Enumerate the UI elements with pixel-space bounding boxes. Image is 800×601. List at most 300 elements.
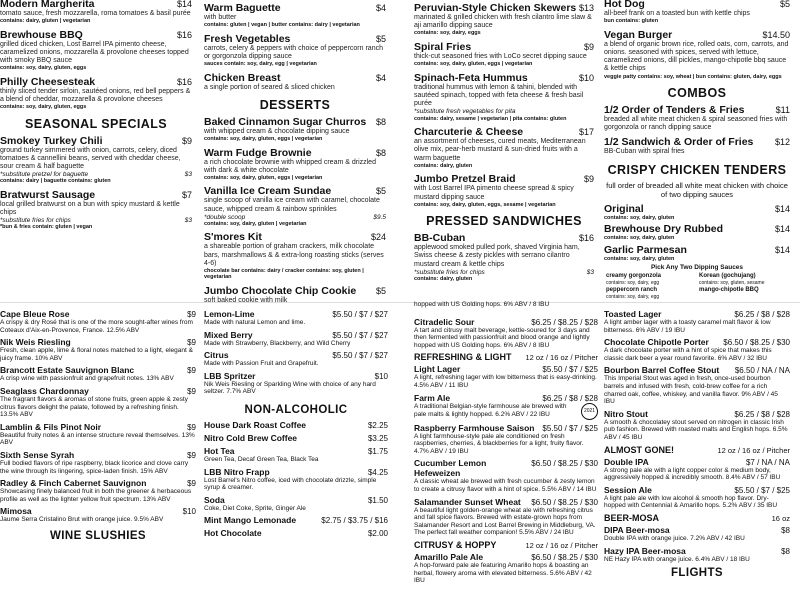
drink-name: House Dark Roast Coffee — [204, 419, 307, 430]
item-description: thinly sliced tender sirloin, sautéed onions, red bell peppers & a blend of cheddar, mozzarella & provolone cheeses — [0, 87, 191, 104]
drink-item — [0, 422, 196, 447]
drink-price: $5.50 / $7 / $25 — [542, 365, 598, 375]
item-name: Hot Dog — [604, 0, 645, 10]
item-allergens: contains: dairy, gluten — [414, 162, 473, 169]
item-price: $14.50 — [762, 29, 790, 40]
drink-description: A light pale ale with low alcohol & smooth hop flavor. Dry-hopped with Centennial & Amarillo hops. 5.2% ABV / 35 IBU — [604, 494, 778, 510]
item-price: $8 — [375, 147, 386, 158]
item-substitute: *substitute pretzel for baguette — [0, 171, 89, 179]
drink-price: $9 — [187, 479, 196, 489]
drink-item — [414, 497, 598, 537]
drink-name: Session Ale — [604, 484, 652, 495]
dipping-sauce — [604, 287, 697, 301]
drink-description: A light farmhouse-style pale ale conditioned on fresh raspberries, cherries, & blackberries for a light, fruity flavor. 4.7% ABV / 19 IBU — [414, 432, 584, 455]
item-price: $12 — [774, 137, 790, 148]
item-price: $9 — [583, 174, 594, 185]
item-allergens: chocolate bar contains: dairy / cracker contains: soy, gluten | vegetarian — [204, 267, 364, 281]
menu-item — [414, 2, 594, 37]
drink-item — [204, 467, 388, 492]
item-description: ground turkey simmered with onion, carrots, celery, diced tomatoes & cannellini beans, served with cheddar cheese, sour cream & half baguette — [0, 146, 181, 171]
item-name: Warm Baguette — [204, 2, 281, 14]
drink-description: Made with natural Lemon and lime. — [204, 319, 306, 326]
drink-name: Citrus — [204, 350, 229, 361]
section-subtitle-tenders: full order of breaded all white meat chicken with choice of two dipping sauces — [606, 180, 788, 199]
drink-name: Double IPA — [604, 456, 649, 467]
drinks-menu-page — [0, 302, 800, 600]
item-name: Smokey Turkey Chili — [0, 134, 103, 147]
item-name: Warm Fudge Brownie — [204, 146, 312, 159]
item-substitute: *substitute fries for chips — [0, 217, 71, 225]
item-allergens: contains: soy, dairy, eggs — [414, 30, 481, 37]
item-name: Spiral Fries — [414, 40, 472, 53]
food-column-4 — [604, 0, 790, 300]
item-price: $5 — [375, 33, 386, 44]
drink-price: $10 — [374, 371, 388, 381]
drink-price: $3.25 — [367, 433, 388, 443]
menu-item — [204, 231, 386, 281]
drink-name: Light Lager — [414, 364, 461, 375]
drink-name: Amarillo Pale Ale — [414, 551, 484, 562]
item-description: breaded all white meat chicken & spiral seasoned fries with gorgonzola or ranch dipping sauce — [604, 116, 788, 132]
drink-price: $6.25 / $8.25 / $28 — [531, 317, 598, 327]
drink-item — [0, 309, 196, 334]
menu-item — [604, 29, 790, 80]
drink-name: Nik Weis Riesling — [0, 337, 71, 348]
drink-item — [604, 365, 790, 405]
item-allergens: contains: soy, dairy, gluten, eggs | vegetarian — [204, 136, 323, 143]
menu-item — [0, 189, 192, 231]
item-allergens: contains: gluten | vegan | butter contains: dairy | vegetarian — [204, 22, 360, 29]
drink-description: A crispy & dry Rosé that is one of the more sought-after wines from Coteaux d'Aix-en-Provence, France. 12.5% ABV — [0, 319, 193, 334]
drink-name: Toasted Lager — [604, 309, 662, 319]
drink-item — [204, 495, 388, 513]
drink-price: $8 — [781, 525, 790, 535]
drink-name: Nitro Cold Brew Coffee — [204, 432, 298, 443]
drink-description: A traditional Belgian-style farmhouse ale brewed with pale malts & lightly hopped. 6.2% ABV / 22 IBU — [414, 403, 567, 419]
drink-name: Citradelic Sour — [414, 316, 475, 327]
drink-description: Nik Weis Riesling or Sparkling Wine with choice of any hard seltzer. 7.7% ABV — [204, 380, 376, 396]
item-price: $4 — [375, 3, 386, 13]
drink-item — [604, 337, 790, 362]
drink-price: $5.50 / $7 / $27 — [332, 330, 388, 340]
item-price: $4 — [375, 72, 386, 83]
section-title-pressed-sandwiches: PRESSED SANDWICHES — [426, 214, 582, 229]
food-column-3 — [414, 0, 594, 300]
drink-price: $9 — [187, 366, 196, 376]
item-description: applewood smoked pulled pork, shaved Virginia ham, Swiss cheese & zesty pickles with serrano cilantro mustard cream & kettle chips — [414, 244, 580, 268]
item-description: with butter — [204, 14, 237, 21]
drink-name: Lemon-Lime — [204, 309, 255, 319]
drink-price: $9 — [187, 450, 196, 460]
sauce-name: Korean (gochujang) — [699, 273, 756, 280]
food-column-2 — [204, 0, 386, 304]
dipping-sauce — [697, 287, 790, 301]
drink-description-continued: hopped with US Golding hops. 6% ABV / 8 IBU — [414, 301, 550, 308]
item-allergens: bun contains: gluten — [604, 18, 659, 25]
drink-description: Beautiful fruity notes & an intense structure reveal themselves. 13% ABV — [0, 431, 195, 447]
drink-name: Hot Tea — [204, 445, 235, 456]
drink-price: $5.50 / $7 / $27 — [332, 351, 388, 361]
drinks-column-4 — [604, 303, 790, 601]
drink-name: Chocolate Chipotle Porter — [604, 337, 709, 348]
drink-item — [0, 386, 196, 419]
drink-price: $5.50 / $7 / $25 — [734, 485, 790, 495]
drink-item — [604, 525, 790, 543]
item-allergens: contains: dairy, gluten — [414, 275, 473, 282]
drink-price: $5.50 / $7 / $25 — [542, 423, 598, 433]
drink-name: Mixed Berry — [204, 329, 253, 340]
drink-description: Jaume Serra Cristalino Brut with orange juice. 9.5% ABV — [0, 516, 164, 524]
item-allergens: contains: soy, dairy, gluten, eggs — [0, 104, 87, 111]
award-seal-icon: 2021 — [581, 403, 598, 420]
section-title-flights: FLIGHTS — [671, 567, 723, 580]
drink-item — [414, 423, 598, 456]
drink-price: $6.50 / $8.25 / $30 — [531, 552, 598, 562]
item-price: $10 — [578, 72, 594, 83]
drink-name: Bourbon Barrel Coffee Stout — [604, 365, 720, 376]
section-header-beermosa — [604, 513, 790, 523]
drink-description: A light, refreshing lager with low bitterness that is easy-drinking. 4.5% ABV / 11 IBU — [414, 374, 597, 389]
item-name: Philly Cheesesteak — [0, 75, 96, 88]
sauce-name: mango-chipotle BBQ — [699, 287, 759, 294]
drink-item — [0, 478, 196, 503]
drink-description: A strong pale ale with a light copper color & medium body, aggressively hopped & incredibly smooth. 8.4% ABV / 57 IBU — [604, 466, 781, 482]
menu-item — [204, 33, 386, 68]
size-columns: 12 oz / 16 oz / Pitcher — [525, 353, 598, 363]
drink-name: Hazy IPA Beer-mosa — [604, 545, 686, 556]
drink-price: $2.75 / $3.75 / $16 — [321, 516, 388, 526]
drink-name: Raspberry Farmhouse Saison — [414, 422, 535, 433]
item-name: Jumbo Chocolate Chip Cookie — [204, 284, 357, 297]
drink-description: Green Tea, Decaf Green Tea, Black Tea — [204, 455, 319, 463]
item-substitute-price: $9.5 — [373, 213, 386, 221]
drink-name: Hot Chocolate — [204, 528, 262, 539]
drink-price: $9 — [187, 422, 196, 432]
drink-item — [0, 337, 196, 362]
item-name: Garlic Parmesan — [604, 243, 687, 256]
item-description: carrots, celery & peppers with choice of peppercorn ranch or gorgonzola dipping sauce — [204, 44, 383, 60]
drink-item — [414, 393, 598, 420]
drink-name: Brancott Estate Sauvignon Blanc — [0, 365, 135, 376]
drink-price: $6.50 / $8.25 / $30 — [723, 338, 790, 348]
item-allergens: contains: dairy, sesame | vegetarian | pita contains: gluten — [414, 115, 567, 122]
drink-price: $1.50 — [367, 495, 388, 505]
drink-description: Double IPA with orange juice. 7.2% ABV / 42 IBU — [604, 534, 745, 542]
item-description: with Lost Barrel IPA pimento cheese spread & spicy mustard dipping sauce — [414, 185, 574, 201]
item-price: $17 — [578, 127, 594, 138]
drink-price: $6.50 / $8.25 / $30 — [531, 459, 598, 469]
drink-description: Fresh, clean apple, lime & floral notes matched to a light, elegant & juicy frame. 10% ABV — [0, 347, 193, 362]
menu-item — [414, 232, 594, 282]
item-allergens: *bun & fries contain: gluten | vegan — [0, 224, 93, 231]
item-name: S'mores Kit — [204, 231, 262, 244]
item-price: $5 — [779, 0, 790, 9]
drink-price: $9 — [187, 338, 196, 348]
item-allergens: contains: soy, dairy, gluten — [604, 214, 675, 221]
sauce-allergens: contains: soy, dairy, egg — [606, 294, 660, 301]
section-title-desserts: DESSERTS — [259, 97, 331, 112]
drink-item — [204, 309, 388, 327]
drink-item — [604, 309, 790, 334]
item-description: with whipped cream & chocolate dipping sauce — [204, 127, 350, 135]
item-allergens: contains: soy, dairy, gluten, eggs | vegetarian — [204, 174, 323, 181]
item-price: $7 — [181, 189, 192, 200]
item-price: $14 — [774, 244, 790, 255]
drink-item — [204, 420, 388, 430]
item-allergens: contains: soy, dairy, gluten, eggs, sesame | vegetarian — [414, 201, 556, 208]
menu-item — [204, 116, 386, 143]
item-substitute: *substitute fries for chips — [414, 268, 485, 276]
drink-price: $9 — [187, 386, 196, 396]
drink-description: Showcasing finely balanced fruit in both the greener & herbaceous profile as well as the lighter yellow fruit spectrum. 13% ABV — [0, 488, 192, 503]
item-description: BB-Cuban with spiral fries — [604, 148, 685, 156]
item-name: Bratwurst Sausage — [0, 188, 96, 201]
drink-price: $6.25 / $8 / $28 — [734, 409, 790, 419]
item-name: Chicken Breast — [204, 71, 281, 84]
item-name: 1/2 Sandwich & Order of Fries — [604, 136, 754, 149]
item-description: a shareable portion of graham crackers, milk chocolate bars, marshmallows & & extra-long roasting sticks (serves 4-6) — [204, 243, 384, 267]
drink-description: A classic wheat ale brewed with fresh cucumber & zesty lemon to create a citrusy flavor with a hint of spice. 5.5% ABV / 14 IBU — [414, 478, 597, 493]
drink-item — [0, 365, 196, 383]
drink-item — [204, 446, 388, 464]
menu-item — [204, 147, 386, 182]
menu-item — [204, 185, 386, 227]
drink-item — [204, 433, 388, 443]
item-name: Spinach-Feta Hummus — [414, 71, 528, 84]
item-description: a blend of organic brown rice, rolled oats, corn, carrots, and onions. seasoned with spices, served with lettuce, caramelized onions, dill pickles, mango-chipotle bbq sauce & kettle chips — [604, 40, 789, 73]
drink-price: $6.50 / $8.25 / $30 — [531, 497, 598, 507]
section-header-citrusy — [414, 540, 598, 550]
drink-name: Seaglass Chardonnay — [0, 385, 89, 396]
drink-name: DIPA Beer-mosa — [604, 524, 670, 535]
drink-item — [0, 450, 196, 475]
item-price: $16 — [176, 76, 192, 87]
item-description: traditional hummus with lemon & tahini, blended with sautéed spinach, topped with feta cheese & fresh basil purée — [414, 83, 584, 108]
item-allergens: contains: soy, dairy, gluten — [604, 235, 675, 242]
section-title-citrusy: CITRUSY & HOPPY — [414, 539, 497, 550]
item-allergens: contains: soy, dairy, gluten, eggs — [0, 65, 87, 72]
item-name: Vanilla Ice Cream Sundae — [204, 185, 332, 198]
drink-description: Full bodied flavors of ripe raspberry, black licorice and clove carry the wine through its lingering, spice-laden finish. 15% ABV — [0, 459, 189, 475]
item-name: Peruvian-Style Chicken Skewers — [414, 2, 577, 14]
sauce-name: peppercorn ranch — [606, 287, 658, 294]
item-description: all-beef frank on a toasted bun with kettle chips — [604, 10, 750, 17]
item-description: thick-cut seasoned fries with LoCo secret dipping sauce — [414, 52, 587, 60]
section-title-beermosa: BEER-MOSA — [604, 512, 660, 523]
item-name: Jumbo Pretzel Braid — [414, 173, 516, 186]
drink-name: Mint Mango Lemonade — [204, 515, 297, 526]
menu-item — [204, 2, 386, 29]
drink-item — [604, 457, 790, 482]
drink-item — [204, 515, 388, 525]
drink-item — [604, 485, 790, 510]
drink-name: Nitro Stout — [604, 408, 648, 419]
item-description: grilled diced chicken, Lost Barrel IPA pimento cheese, caramelized onions, mozzarella & provolone cheeses topped with smoky BBQ sauce — [0, 40, 189, 65]
item-name: Vegan Burger — [604, 28, 673, 41]
drink-price: $6.50 / NA / NA — [734, 366, 790, 376]
drink-price: $2.25 — [367, 420, 388, 430]
drink-name: Soda — [204, 494, 225, 505]
drink-name: Salamander Sunset Wheat — [414, 496, 521, 507]
food-column-1 — [0, 0, 192, 300]
drink-description: A light amber lager with a toasty caramel malt flavor & low bitterness. 6% ABV / 19 IBU — [604, 319, 771, 334]
drink-name: Mimosa — [0, 506, 32, 517]
item-substitute-price: $3 — [586, 268, 594, 276]
drinks-column-2 — [204, 303, 388, 601]
item-name: Brewhouse BBQ — [0, 28, 83, 41]
item-name: Baked Cinnamon Sugar Churros — [204, 115, 367, 128]
drink-item — [204, 371, 388, 396]
item-description: local grilled bratwurst on a bun with spicy mustard & kettle chips — [0, 200, 180, 217]
sauce-allergens: contains: soy, gluten, sesame — [699, 280, 765, 287]
dipping-sauces-title: Pick Any Two Dipping Sauces — [650, 264, 744, 272]
section-title-almost-gone: ALMOST GONE! — [604, 444, 674, 455]
drink-price: $2.00 — [367, 529, 388, 539]
dipping-sauce — [604, 273, 697, 287]
item-price: $13 — [578, 3, 594, 13]
menu-item — [604, 136, 790, 156]
menu-item — [604, 203, 790, 222]
drink-name: Sixth Sense Syrah — [0, 449, 75, 460]
drink-item — [414, 552, 598, 585]
sauce-allergens: contains: soy, dairy, egg — [606, 280, 660, 287]
section-title-non-alcoholic: NON-ALCOHOLIC — [244, 403, 348, 416]
drink-description: Made with Strawberry, Blackberry, and Wild Cherry — [204, 339, 351, 347]
item-name: Fresh Vegetables — [204, 32, 291, 45]
drink-name: LBB Spritzer — [204, 370, 256, 381]
menu-item — [414, 173, 594, 208]
drink-description: This Imperial Stout was aged in fresh, once-used bourbon barrels and infused with fresh, cold-brew coffee for a rich charred oak, coffee, whiskey, and vanilla flavor. 9% ABV / 45 IBU — [604, 375, 778, 406]
drink-name: Lamblin & Fils Pinot Noir — [0, 421, 102, 432]
item-description: tomato sauce, fresh mozzarella, roma tomatoes & basil purée — [0, 10, 191, 17]
menu-item — [414, 126, 594, 169]
drink-description: The fragrant flavors & aromas of stone fruits, green apple & zesty citrus flavors delight the palate, followed by a refreshing finish. 13.5% ABV — [0, 395, 188, 419]
size-columns: 12 oz / 16 oz / Pitcher — [717, 445, 790, 455]
item-name: 1/2 Order of Tenders & Fries — [604, 104, 745, 117]
item-name: Charcuterie & Cheese — [414, 126, 524, 139]
item-substitute: *double scoop — [204, 213, 246, 221]
item-description: marinated & grilled chicken with fresh cilantro lime slaw & aji amarillo dipping sauce — [414, 14, 592, 30]
menu-item — [604, 104, 790, 132]
item-description: a rich chocolate brownie with whipped cream & drizzled with dark & white chocolate — [204, 158, 376, 174]
item-allergens: veggie patty contains: soy, wheat | bun contains: gluten, dairy, eggs — [604, 73, 782, 80]
item-price: $11 — [775, 105, 790, 116]
drink-item — [0, 506, 196, 524]
drink-description: A dark chocolate porter with a hint of spice that makes this classic dark beer a year round favorite. 6% ABV / 32 IBU — [604, 347, 772, 362]
drink-description: A tart and citrusy malt beverage, kettle-soured for 3 days and then fermented with passionfruit and blood orange and lightly hopped with US Golding hops. 6% ABV / 8 IBU — [414, 326, 590, 349]
drink-name: Radley & Finch Cabernet Sauvignon — [0, 478, 147, 489]
menu-item — [604, 223, 790, 242]
item-price: $24 — [370, 232, 386, 243]
section-header-almost-gone — [604, 445, 790, 455]
drink-description: A hop-forward pale ale featuring Amarillo hops & boasting an herbal, flowery aroma with elevated bitterness. 5.6% ABV / 42 IBU — [414, 561, 592, 585]
section-title-tenders: CRISPY CHICKEN TENDERS — [607, 162, 787, 177]
drinks-column-3 — [414, 303, 598, 601]
item-name: BB-Cuban — [414, 232, 466, 245]
drink-price: $5.50 / $7 / $27 — [332, 310, 388, 319]
item-price: $9 — [583, 41, 594, 52]
menu-item — [414, 41, 594, 68]
item-price: $14 — [774, 224, 790, 235]
item-allergens: contains: soy, dairy, gluten — [604, 255, 675, 262]
item-price: $14 — [176, 0, 192, 9]
item-price: $9 — [181, 135, 192, 146]
section-title-wine-slushies: WINE SLUSHIES — [50, 529, 146, 542]
item-allergens: contains: dairy, gluten | vegetarian — [0, 18, 91, 25]
drink-price: $7 / NA / NA — [745, 457, 790, 467]
drink-price: $10 — [182, 507, 196, 517]
item-price: $8 — [375, 116, 386, 127]
drink-item — [204, 528, 388, 538]
drink-name: Farm Ale — [414, 392, 451, 403]
drinks-column-1 — [0, 303, 196, 601]
item-allergens: contains: dairy | baguette contains: gluten — [0, 178, 111, 185]
size-columns: 16 oz — [771, 513, 790, 523]
drink-item — [414, 364, 598, 389]
menu-item — [414, 72, 594, 123]
drink-price: $8 — [781, 546, 790, 556]
item-allergens: contains: soy, dairy, gluten | vegetarian — [204, 220, 307, 227]
drink-item — [204, 330, 388, 348]
item-description: an assortment of cheeses, cured meats, Mediterranean olive mix, pear-herb mustard & sun-dried fruits with a warm baguette — [414, 138, 586, 162]
drink-description: Lost Barrel's Nitro coffee, iced with chocolate drizzle, simple syrup & creamer. — [204, 476, 377, 492]
menu-item — [0, 135, 192, 185]
drink-description: Made with Passion Fruit and Grapefruit. — [204, 360, 319, 368]
item-price: $16 — [578, 233, 594, 244]
drink-price: $6.25 / $8 / $28 — [734, 310, 790, 319]
drink-name: LBB Nitro Frapp — [204, 466, 270, 477]
item-substitute-price: $3 — [184, 171, 192, 179]
drink-description: A crisp wine with passionfruit and grapefruit notes. 13% ABV — [0, 375, 174, 383]
item-description: single scoop of vanilla ice cream with caramel, chocolate sauce, whipped cream & rainbow sprinkles — [204, 197, 380, 213]
item-allergens: sauces contain: soy, dairy, egg | vegetarian — [204, 61, 317, 68]
drink-description: A beautiful light golden-orange wheat ale with refreshing citrus and fall spice flavors. Brewed with estate-grown hops from Salamander Resort and Lost Barrel Brewing in Middleburg, VA. The perfect fall weather companion! 5.5% ABV / 24 IBU — [414, 506, 596, 537]
item-price: $5 — [375, 186, 386, 197]
menu-item — [0, 76, 192, 111]
menu-item — [0, 29, 192, 72]
size-columns: 12 oz / 16 oz / Pitcher — [525, 540, 598, 550]
drink-description: NE Hazy IPA with orange juice. 6.4% ABV / 18 IBU — [604, 555, 750, 563]
drink-price: $9 — [187, 310, 196, 319]
sauce-name: creamy gorgonzola — [606, 273, 662, 280]
drink-price: $4.25 — [367, 467, 388, 477]
item-name: Brewhouse Dry Rubbed — [604, 223, 724, 236]
item-allergens: contains: soy, dairy, gluten, eggs | vegetarian — [414, 61, 533, 68]
menu-item — [604, 0, 790, 25]
drink-price: $6.25 / $8 / $28 — [542, 393, 598, 403]
dipping-sauces-list — [604, 273, 790, 301]
item-description: a single portion of seared & sliced chicken — [204, 83, 335, 91]
item-name: Original — [604, 202, 644, 215]
drink-name: Cucumber Lemon Hefeweizen — [414, 458, 487, 479]
item-substitute-price: $3 — [184, 217, 192, 225]
drink-description: A smooth & chocolatey stout served on nitrogen in classic Irish pub fashion. Brewed with roasted malts and English hops. 6.5% ABV / 45 IBU — [604, 418, 788, 441]
drink-description: Coke, Diet Coke, Sprite, Ginger Ale — [204, 504, 306, 512]
section-title-refreshing: REFRESHING & LIGHT — [414, 352, 512, 363]
drink-item — [204, 350, 388, 368]
section-title-seasonal: SEASONAL SPECIALS — [24, 116, 167, 131]
dipping-sauce — [697, 273, 790, 287]
item-substitute: *substitute fresh vegetables for pita — [414, 108, 516, 116]
drink-item — [414, 458, 598, 493]
drink-item — [604, 546, 790, 564]
menu-item — [604, 244, 790, 263]
drink-price: $1.75 — [367, 446, 388, 456]
item-price: $14 — [774, 203, 790, 214]
item-price: $16 — [176, 29, 192, 40]
item-description: soft baked cookie with milk — [204, 296, 288, 304]
item-price: $5 — [375, 285, 386, 296]
